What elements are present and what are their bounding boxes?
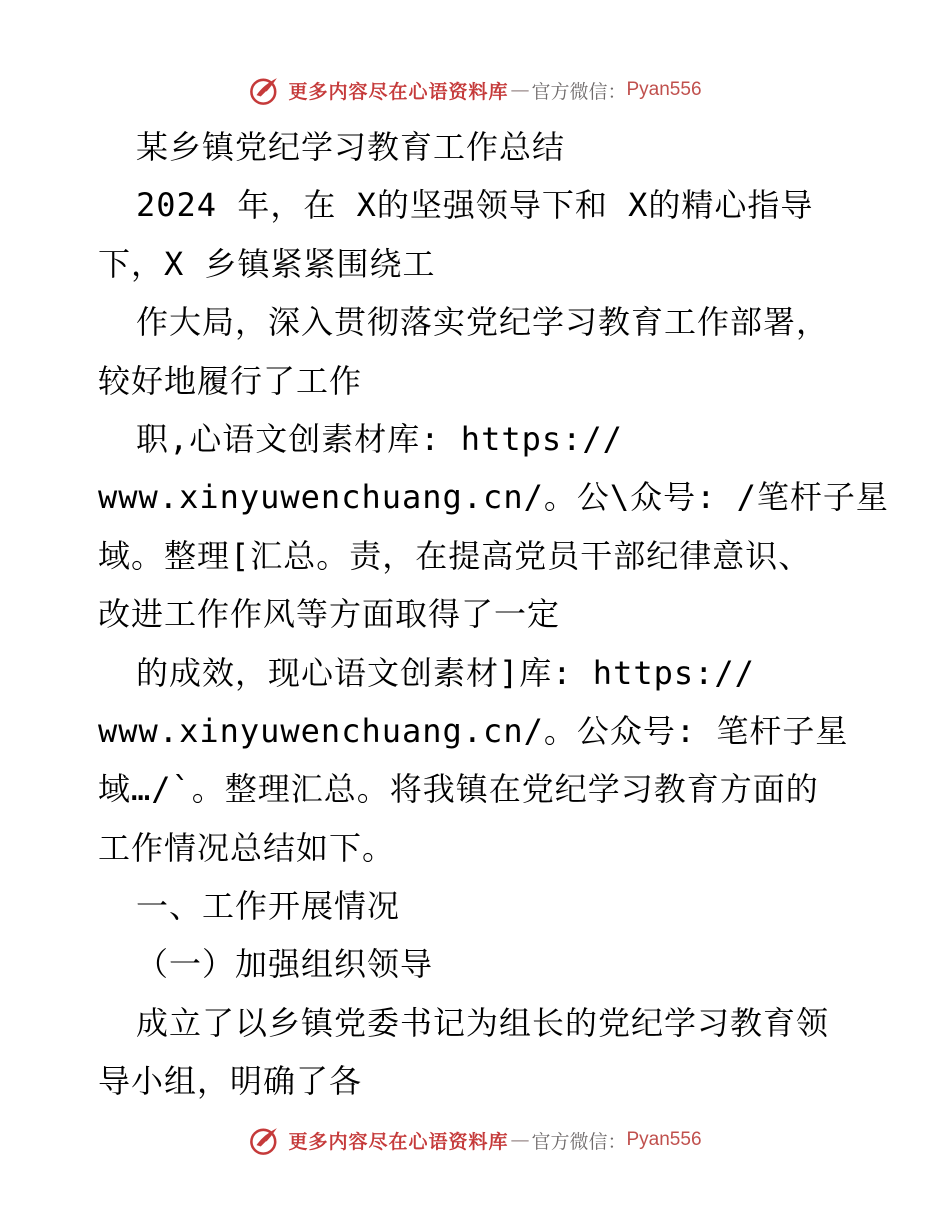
paragraph-line: 职,心语文创素材库: https:// [136,419,623,458]
paragraph-line: 较好地履行了工作 [98,361,363,400]
paragraph-line: 的成效，现心语文创素材]库: https:// [136,653,755,692]
quill-logo-icon [248,1123,282,1157]
paragraph-line: 作大局，深入贯彻落实党纪学习教育工作部署， [136,303,830,342]
paragraph-line: 域。整理[汇总。责，在提高党员干部纪律意识、 [98,536,812,575]
paragraph-line: 域…/`。整理汇总。将我镇在党纪学习教育方面的 [98,770,819,809]
watermark-wechat-label: 官方微信： [531,1130,627,1153]
header-watermark [0,70,950,110]
paragraph-line: www.xinyuwenchuang.cn/。公\众号: /笔杆子星 [98,478,889,517]
watermark-dash: — [510,79,530,101]
paragraph-line: 成立了以乡镇党委书记为组长的党纪学习教育领 [136,1003,830,1042]
document-title: 某乡镇党纪学习教育工作总结 [136,128,566,166]
paragraph-line: 改进工作作风等方面取得了一定 [98,595,561,634]
watermark-main-text: 更多内容尽在心语资料库 [288,80,509,103]
paragraph-line: 导小组，明确了各 [98,1062,363,1101]
paragraph-line: 下，X 乡镇紧紧围绕工 [98,244,436,283]
watermark-wechat-id: Pyan556 [626,79,702,100]
document-body [98,118,889,1111]
quill-logo-icon [248,73,282,107]
watermark-wechat-id: Pyan556 [626,1129,702,1150]
watermark-dash: — [510,1129,530,1151]
paragraph-line: 工作情况总结如下。 [98,828,396,867]
watermark-wechat-label: 官方微信： [531,80,627,103]
section-heading: 一、工作开展情况 [136,887,401,926]
footer-watermark [0,1120,950,1160]
paragraph-line: www.xinyuwenchuang.cn/。公众号: 笔杆子星 [98,711,849,750]
watermark-main-text: 更多内容尽在心语资料库 [288,1130,509,1153]
paragraph-line: 2024 年，在 X的坚强领导下和 X的精心指导 [136,186,814,225]
subsection-heading: （一）加强组织领导 [136,945,434,984]
